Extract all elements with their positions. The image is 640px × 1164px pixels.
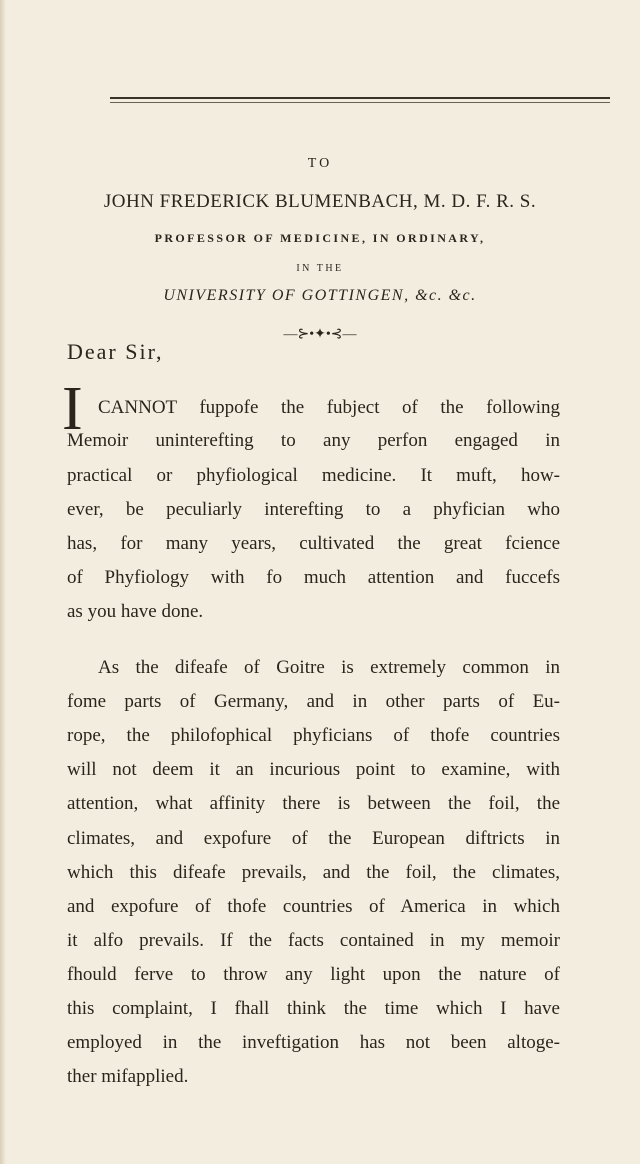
paragraph1-line: has, for many years, cultivated the great fcience: [67, 533, 560, 554]
paragraph1-line: of Phyfiology with fo much attention and fuccefs: [67, 567, 560, 588]
paragraph1-line: as you have done.: [67, 601, 204, 622]
university-name: UNIVERSITY OF GOTTINGEN, &c. &c.: [163, 287, 477, 304]
paragraph2-line: fome parts of Germany, and in other parts of Eu-: [67, 691, 560, 712]
paragraph2-line: ther mifapplied.: [67, 1066, 189, 1087]
dedication-to: TO: [307, 156, 333, 171]
paragraph1-line: CANNOT fuppofe the fubject of the following: [98, 397, 560, 418]
paragraph2-line: and expofure of thofe countries of America in which: [67, 896, 560, 917]
paragraph2-line: will not deem it an incurious point to examine, with: [67, 759, 560, 780]
paragraph2-line: climates, and expofure of the European diftricts in: [67, 828, 560, 849]
top-rule: [110, 97, 610, 99]
paragraph2-line: this complaint, I fhall think the time which I have: [67, 998, 560, 1019]
drop-cap: I: [62, 375, 83, 443]
in-the-label: IN THE: [296, 263, 344, 274]
paragraph1-line: ever, be peculiarly interefting to a phyfician who: [67, 499, 560, 520]
ornament-divider: —⊱•✦•⊰—: [283, 327, 357, 342]
top-rule-thin: [110, 102, 610, 103]
paragraph2-line: employed in the inveftigation has not been altoge-: [67, 1032, 560, 1053]
dedicatee-title: PROFESSOR OF MEDICINE, IN ORDINARY,: [154, 231, 486, 245]
paragraph2-line: rope, the philofophical phyficians of thofe countries: [67, 725, 560, 746]
dedicatee-name: JOHN FREDERICK BLUMENBACH, M. D. F. R. S.: [103, 191, 537, 212]
paragraph2-line: fhould ferve to throw any light upon the nature of: [67, 964, 560, 985]
paragraph2-line: which this difeafe prevails, and the foil, the climates,: [67, 862, 560, 883]
salutation: Dear Sir,: [67, 339, 164, 364]
paragraph1-line: Memoir uninterefting to any perfon engaged in: [67, 430, 560, 451]
paragraph1-line: practical or phyfiological medicine. It muft, how-: [67, 465, 560, 486]
page-edge: [0, 0, 6, 1164]
paragraph2-line: As the difeafe of Goitre is extremely common in: [98, 657, 560, 678]
paragraph2-line: attention, what affinity there is between the foil, the: [67, 793, 560, 814]
paragraph2-line: it alfo prevails. If the facts contained in my memoir: [67, 930, 560, 951]
